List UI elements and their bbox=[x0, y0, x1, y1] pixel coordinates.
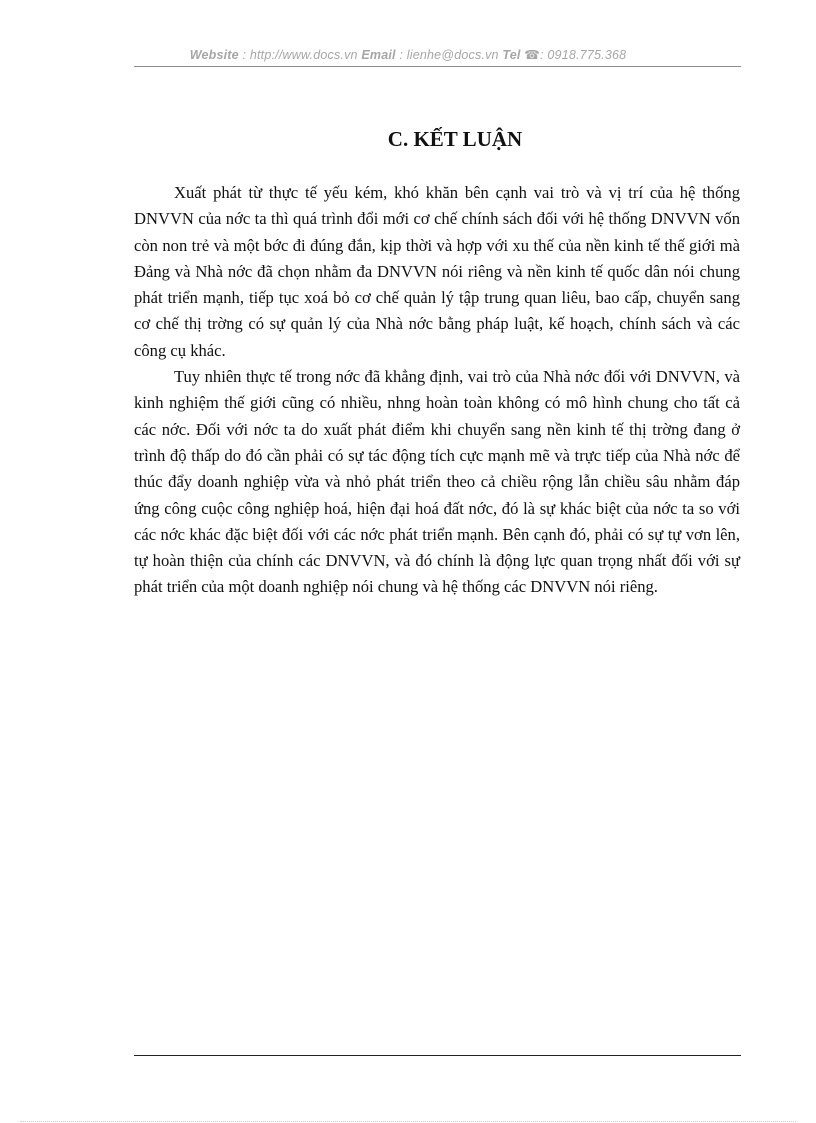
paragraph: Xuất phát từ thực tế yếu kém, khó khăn bên cạnh vai trò và vị trí của hệ thống DNVVN của nớc ta thì quá trình đổi mới cơ chế chính sách đối với hệ thống DNVVN vốn còn non trẻ và một bớc đi đúng đắn, kịp thời và hợp với xu thế của nền kinh tế thế giới mà Đảng và Nhà nớc đã chọn nhằm đa DNVVN nói riêng và nền kinh tế quốc dân nói chung phát triển mạnh, tiếp tục xoá bỏ cơ chế quản lý tập trung quan liêu, bao cấp, chuyển sang cơ chế thị trờng có sự quản lý của Nhà nớc bằng pháp luật, kế hoạch, chính sách và các công cụ khác. bbox=[134, 183, 740, 360]
tel-number: 0918.775.368 bbox=[547, 48, 627, 62]
tel-label: Tel bbox=[502, 48, 521, 62]
page-bottom-border bbox=[20, 1121, 796, 1122]
footer-divider bbox=[134, 1055, 741, 1056]
email-separator: : bbox=[395, 48, 407, 62]
document-body bbox=[134, 180, 740, 601]
email-address: lienhe@docs.vn bbox=[406, 48, 499, 62]
document-title: C. KẾT LUẬN bbox=[387, 127, 523, 151]
website-url: http://www.docs.vn bbox=[249, 48, 358, 62]
phone-icon: ☎ bbox=[524, 48, 541, 62]
page-header bbox=[0, 47, 816, 62]
header-divider bbox=[134, 66, 741, 67]
website-separator: : bbox=[238, 48, 250, 62]
tel-separator: : bbox=[540, 48, 548, 62]
email-label: Email bbox=[361, 48, 396, 62]
website-label: Website bbox=[189, 48, 239, 62]
paragraph: Tuy nhiên thực tế trong nớc đã khẳng định, vai trò của Nhà nớc đối với DNVVN, và kinh nghiệm thế giới cũng có nhiều, nhng hoàn toàn không có mô hình chung cho tất cả các nớc. Đối với nớc ta do xuất phát điểm khi chuyển sang nền kinh tế thị trờng đang ở trình độ thấp do đó cần phải có sự tác động tích cực mạnh mẽ và trực tiếp của Nhà nớc để thúc đẩy doanh nghiệp vừa và nhỏ phát triển theo cả chiều rộng lẫn chiều sâu nhằm đáp ứng công cuộc công nghiệp hoá, hiện đại hoá đất nớc, đó là sự khác biệt của nớc ta so với các nớc khác đặc biệt đối với các nớc phát triển mạnh. Bên cạnh đó, phải có sự tự vơn lên, tự hoàn thiện của chính các DNVVN, và đó chính là động lực quan trọng nhất đối với sự phát triển của một doanh nghiệp nói chung và hệ thống các DNVVN nói riêng. bbox=[134, 367, 740, 597]
